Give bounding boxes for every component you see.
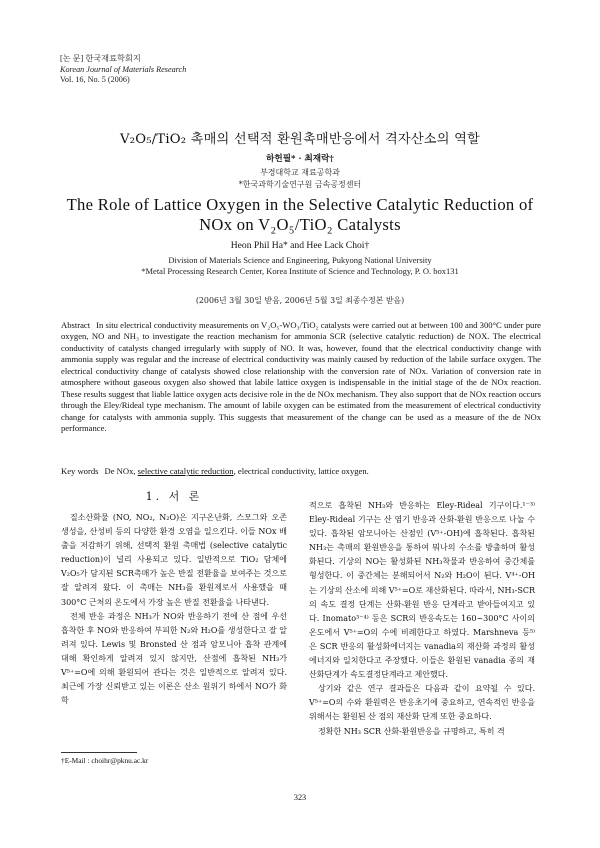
keywords-post: , electrical conductivity, lattice oxygen. [233, 466, 369, 476]
paragraph: 질소산화물 (NO, NO₂, N₂O)은 지구온난화, 스모그와 오존 생성을, 산성비 등의 다양한 환경 오염을 일으킨다. 이들 NOx 배출을 저감하기 위해, 선택적 환원 촉매법 (selective catalytic reduction)이 널리 사용되고 있다. 일반적으로 TiO₂ 담체에 V₂O₅가 담지된 SCR촉매가 높은 반질 전환율을 보여주는 것으로 잘 알려져 왔다. 이 촉매는 NH₃를 환원제로서 사용했을 때 300°C 근처의 온도에서 가장 높은 반질 전환율을 나타낸다. [61, 513, 287, 607]
keywords-label: Key words [61, 466, 99, 476]
english-affiliation-line: *Metal Processing Research Center, Korea Institute of Science and Technology, P. O. box131 [141, 266, 459, 276]
korean-affiliation-line: *한국과학기술연구원 금속공정센터 [238, 179, 362, 189]
received-dates: (2006년 3월 30일 받음, 2006년 5월 3일 최종수정본 받음) [195, 296, 405, 305]
abstract-label: Abstract [61, 320, 91, 330]
journal-volume: Vol. 16, No. 5 (2006) [60, 75, 130, 85]
korean-affiliation-line: 부경대학교 재료공학과 [260, 168, 340, 177]
english-title [0, 195, 600, 235]
korean-affiliation [0, 167, 600, 190]
paragraph: 정확한 NH₃ SCR 산화-환원반응을 규명하고, 특히 격 [318, 726, 505, 736]
english-affiliation-line: Division of Materials Science and Engineering, Pukyong National University [168, 255, 432, 265]
paragraph: 적으로 흡착된 NH₃와 반응하는 Eley-Rideal 기구이다.¹⁻³⁾ Eley-Rideal 기구는 산 염기 반응과 산화-환원 반응으로 나눌 수 있다. 흡착된 암모니아는 산점인 (V⁵⁺-OH)에 흡착된다. 흡착된 NH₃는 촉매의 환원반응을 통하여 뭐나의 수소를 방출하며 활성화된다. 기상의 NO는 활성화된 NH₃착물과 반응하여 중간체를 형성한다. 이 중간체는 분해되어서 N₂와 H₂O이 된다. V⁴⁺-OH는 기상의 산소에 의해 V⁵⁺=O로 재산화된다. 따라서, NH₃-SCR의 속도 결정 단계는 산화-환원 반응 단계라고 받아들여지고 있다. Inomato³⁻⁴⁾ 등은 SCR의 반응속도는 160~300°C 사이의 온도에서 V⁵⁺=O의 수에 비례한다고 하였다. Marshneva 등⁵⁾은 SCR 반응의 활성화에너지는 vanadia의 재산화 과정의 활성에너지와 일치한다고 주장했다. 이들은 환원된 vanadia 종의 재산화단계가 속도결정단계라고 제안했다. [309, 501, 535, 680]
paragraph: 상기와 같은 연구 결과들은 다음과 같이 요약될 수 있다. V⁵⁺=O의 수와 환원력은 반응초기에 중요하고, 연속적인 반응을 위해서는 환원된 산 점의 재산화 단계 또한 중요하다. [309, 684, 535, 722]
page-number: 323 [293, 793, 307, 802]
paragraph: 전체 반응 과정은 NH₃가 NO와 반응하기 전에 산 점에 우선 흡착한 후 NO와 반응하여 부피한 N₂와 H₂O를 생성한다고 잘 알려져 있다. Lewis 및 Bronsted 산 점과 암모니아 흡착 관계에 대해 확인하게 알려져 있지 않지만, 산점에 흡착된 NH₃가 V⁵⁺=O에 의해 환원되어 관다는 것은 일반적으로 알려져 있다. 최근에 가장 신뢰받고 있는 이론은 산소 원위기 하에서 NO가 화학 [61, 611, 287, 706]
footnote-rule [61, 752, 137, 753]
section-heading: 1. 서 론 [145, 490, 203, 503]
english-title-line: NOx on V₂O₅/TiO₂ Catalysts [199, 215, 401, 234]
left-column [61, 511, 287, 708]
journal-english-name: Korean Journal of Materials Research [60, 64, 187, 74]
english-authors: Heon Phil Ha* and Hee Lack Choi† [230, 240, 370, 251]
korean-authors: 하헌필* · 최재락† [266, 154, 334, 164]
abstract-text: In situ electrical conductivity measurements on V₂O₅-WO₃/TiO₂ catalysts were carried out at between 100 and 300°C under pure oxygen, NO and NH₃ to investigate the reaction mechanism for ammonia SCR (selective catalytic reduction) de NOX. The electrical conductivity of catalysts changed irregularly with supply of NO. It was, however, found that the electrical conductivity change with ammonia supply was regular and the increase of electrical conductivity was mainly caused by reduction of the labile surface oxygen. The electrical conductivity change of catalysts showed close relationship with the conversion rate of NOx. Variation of conversion rate in atmosphere without gaseous oxygen also showed that labile lattice oxygen is indispensable in the initial stage of the de NOx reaction. These results suggest that liable lattice oxygen acts decisive role in the de NOx mechanism. They also support that de NOx reaction occurs through the Eley/Rideal type mechanism. The amount of labile oxygen can be estimated from the measurement of electrical conductivity change for catalysts with ammonia supply. This suggests that measurement of the change can be used as a measure of the de NOx performance. [61, 320, 541, 434]
footnote-email: †E-Mail : choihr@pknu.ac.kr [61, 756, 149, 765]
right-column [309, 499, 535, 739]
journal-header [60, 54, 186, 86]
journal-korean-name: [논 문] 한국재료학회지 [60, 54, 141, 63]
keywords-underlined: selective catalytic reduction [137, 466, 234, 476]
abstract [61, 320, 541, 435]
keywords [61, 466, 541, 476]
korean-title: V₂O₅/TiO₂ 촉매의 선택적 환원촉매반응에서 격자산소의 역할 [120, 132, 480, 147]
keywords-pre: De NOx, [104, 466, 138, 476]
english-affiliation [0, 255, 600, 277]
english-title-line: The Role of Lattice Oxygen in the Selective Catalytic Reduction of [66, 195, 534, 214]
